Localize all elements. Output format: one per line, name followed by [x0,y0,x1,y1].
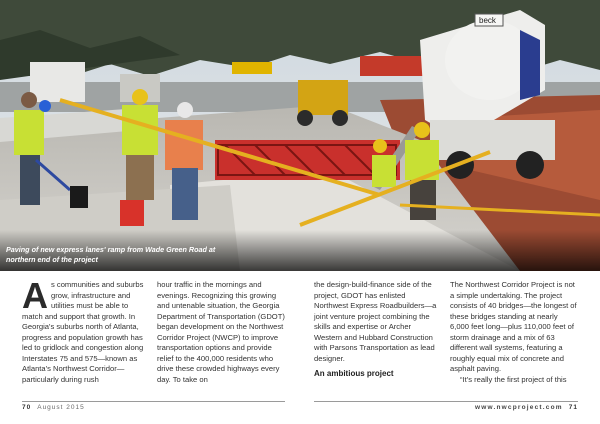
article-column-3 [314,280,441,380]
truck-brand-text: beck [479,16,496,25]
page-number-left: 70 [22,404,32,411]
article-paragraph-venture: the design-build-finance side of the project, GDOT has enlisted Northwest Express Roadbuilders—a joint venture project combining the skills and expertise or Archer Western and Hubbard Construction with Parsons Transportation as lead designer. [314,280,437,363]
footer-left [22,404,85,411]
footer-right [475,404,578,411]
drop-cap: A [22,275,48,316]
article-intro-paragraph: s communities and suburbs grow, infrastructure and utilities must be able to match and support that growth. In Georgia's suburbs north of Atlanta, progress and population growth has led to gridlock and congestion along Interstates 75 and 575—known as Atlanta's Northwest Corridor—particularly during rush [22,280,144,384]
article-column-4 [450,280,578,385]
article-paragraph-project: The Northwest Corridor Project is not a simple undertaking. The project consists of 40 bridges—the longest of these bridges standing at nearly 6,000 feet long—plus 110,000 feet of storm drainage and a mix of 63 different wall systems, featuring a roughly equal mix of concrete and asphalt paving. [450,280,577,373]
article-paragraph-quote: “It's really the first project of this [460,374,567,384]
section-subhead: An ambitious project [314,369,394,378]
website-url[interactable]: www.nwcproject.com [474,404,563,411]
page-number-right: 71 [568,404,578,411]
article-paragraph-continued: hour traffic in the mornings and evenings. Recognizing this growing and untenable situation, the Georgia Department of Transportation (GDOT) began development on the Northwest Corridor Project (NWCP) to improve transportation options and provide relief to the 400,000 residents who drive these crowded highways every day. To take on [157,280,285,384]
caption-line-1: Paving of new express lanes' ramp from Wade Green Road at [6,245,216,254]
footer-rule-left [22,401,285,402]
photo-caption [6,245,306,264]
article-column-2 [157,280,285,385]
article-column-1 [22,275,147,385]
issue-date: August 2015 [37,404,85,411]
footer-rule-right [314,401,578,402]
caption-line-2: northern end of the project [6,254,98,264]
